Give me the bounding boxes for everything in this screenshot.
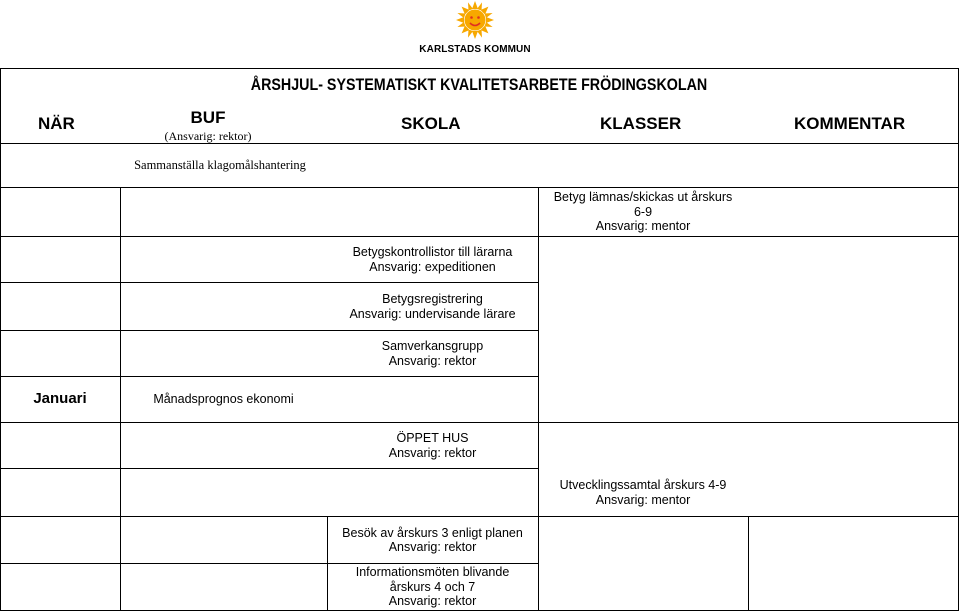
cell-besok-arskurs-3 [327,517,538,563]
cell-informationsmoten [327,564,538,610]
betyg-lamnas-line2: 6-9 [633,204,653,219]
utvecklingssamtal-line2: Ansvarig: mentor [595,492,691,507]
samverkansgrupp-line2: Ansvarig: rektor [388,353,477,368]
cell-samverkansgrupp [327,331,538,376]
document-title: ÅRSHJUL- SYSTEMATISKT KVALITETSARBETE FRÖDINGSKOLAN [250,75,708,94]
informationsmoten-line2: årskurs 4 och 7 [389,579,476,594]
betygsregistrering-line1: Betygsregistrering [382,292,483,306]
oppet-hus-line1: ÖPPET HUS [396,431,469,445]
cell-betygskontrollistor [327,237,538,282]
cell-month-januari [0,377,120,422]
besok-line1: Besök av årskurs 3 enligt planen [342,525,523,540]
cell-utvecklingssamtal [538,469,748,516]
besok-line2: Ansvarig: rektor [388,540,477,554]
logo-text: KARLSTADS KOMMUN [419,44,531,55]
cell-betyg-lamnas [538,188,748,236]
utvecklingssamtal-line1: Utvecklingssamtal årskurs 4-9 [559,478,727,492]
informationsmoten-line1: Informationsmöten blivande [355,565,510,580]
cell-manadsprognos [120,377,327,422]
header-nar: NÄR [38,114,75,133]
betyg-lamnas-line3: Ansvarig: mentor [595,219,691,234]
betygskontroll-line2: Ansvarig: expeditionen [369,259,496,274]
header-klasser: KLASSER [600,114,682,133]
klagomalshantering-text: Sammanställa klagomålshantering [134,158,306,173]
informationsmoten-line3: Ansvarig: rektor [388,594,477,609]
header-kommentar: KOMMENTAR [794,114,906,133]
oppet-hus-line2: Ansvarig: rektor [388,445,477,460]
header-buf [120,108,296,144]
samverkansgrupp-line1: Samverkansgrupp [381,339,484,353]
month-januari: Januari [33,390,87,408]
manadsprognos-text: Månadsprognos ekonomi [153,392,294,407]
betygsregistrering-line2: Ansvarig: undervisande lärare [349,306,516,321]
betygskontroll-line1: Betygskontrollistor till lärarna [352,245,513,259]
betyg-lamnas-line1: Betyg lämnas/skickas ut årskurs [553,190,733,205]
header-skola: SKOLA [401,114,461,133]
header-buf-label: BUF [190,108,226,127]
cell-klagomalshantering [120,144,320,187]
cell-oppet-hus [327,423,538,468]
cell-betygsregistrering [327,283,538,330]
header-buf-responsible: (Ansvarig: rektor) [164,129,252,143]
